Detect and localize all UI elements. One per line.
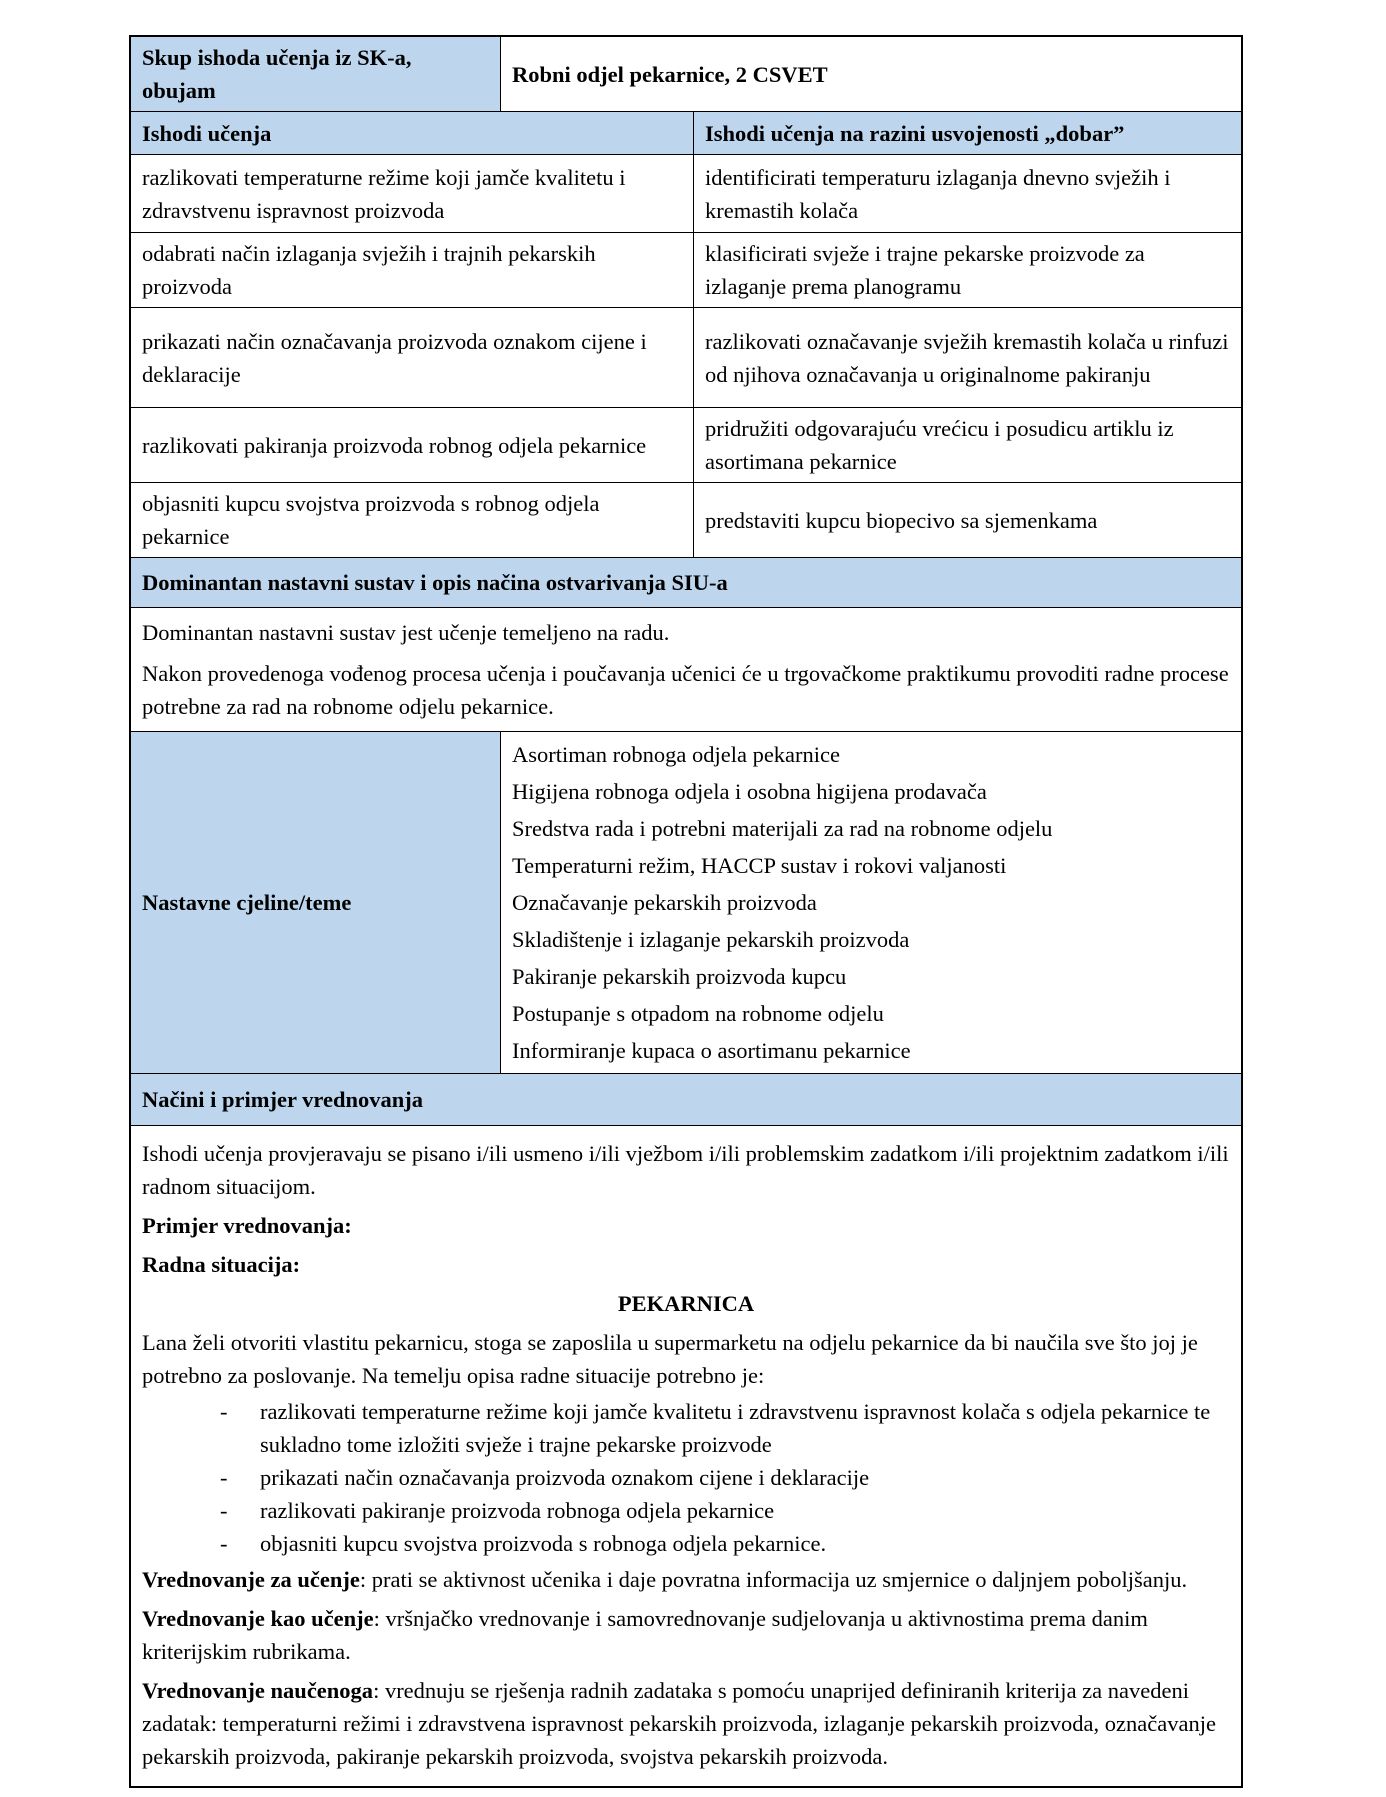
unit-item: Postupanje s otpadom na robnome odjelu	[512, 1001, 884, 1026]
outcome-level-text: pridružiti odgovarajuću vrećicu i posudicu artiklu iz asortimana pekarnice	[705, 416, 1174, 474]
outcomes-header-row	[131, 111, 1241, 154]
evaluation-header-cell	[131, 1074, 1241, 1125]
evaluation-paragraph-text: : vrednuju se rješenja radnih zadataka s pomoću unaprijed definiranih kriterija za navedeni zadatak: temperaturni režimi i zdravstvena ispravnost pekarskih proizvoda, izlaganje pekarskih proizvoda, označavanje pekarskih proizvoda, pakiranje pekarskih proizvoda, svojstva pekarskih proizvoda.	[142, 1678, 1216, 1769]
outcomes-row	[131, 407, 1241, 482]
outcome-level-text: identificirati temperaturu izlaganja dnevno svježih i kremastih kolača	[705, 164, 1171, 223]
dash-bullet: -	[220, 1399, 228, 1424]
dash-bullet: -	[220, 1498, 228, 1523]
evaluation-paragraph-lead: Vrednovanje kao učenje	[142, 1606, 374, 1631]
outcomes-header-left-cell	[131, 112, 694, 154]
units-label-cell	[131, 732, 501, 1073]
units-row	[131, 731, 1241, 1073]
task-item	[220, 1461, 1230, 1494]
task-item	[220, 1527, 1230, 1560]
dominant-system-paragraph: Nakon provedenoga vođenog procesa učenja i poučavanja učenici će u trgovačkome praktikumu provoditi radne procese potrebne za rad na robnome odjelu pekarnice.	[142, 661, 1229, 719]
work-situation-title: PEKARNICA	[617, 1291, 755, 1316]
task-text: prikazati način označavanja proizvoda oznakom cijene i deklaracije	[260, 1465, 870, 1490]
evaluation-paragraph-lead: Vrednovanje za učenje	[142, 1567, 360, 1592]
title-label: Skup ishoda učenja iz SK-a, obujam	[142, 45, 412, 103]
dominant-system-text-row	[131, 607, 1241, 731]
outcome-text: prikazati način označavanja proizvoda oznakom cijene i deklaracije	[142, 328, 647, 387]
task-text: razlikovati temperaturne režime koji jamče kvalitetu i zdravstvenu ispravnost kolača s odjela pekarnice te sukladno tome izložiti svježe i trajne pekarske proizvode	[260, 1399, 1211, 1457]
dash-bullet: -	[220, 1531, 228, 1556]
evaluation-example-label: Primjer vrednovanja:	[142, 1213, 352, 1238]
title-value: Robni odjel pekarnice, 2 CSVET	[512, 61, 828, 87]
outcome-level-cell	[694, 155, 1241, 232]
dominant-system-text-cell	[131, 608, 1241, 731]
evaluation-header: Načini i primjer vrednovanja	[142, 1087, 424, 1112]
task-text: objasniti kupcu svojstva proizvoda s robnoga odjela pekarnice.	[260, 1531, 827, 1556]
dominant-system-header-cell	[131, 558, 1241, 607]
outcome-level-text: predstaviti kupcu biopecivo sa sjemenkama	[705, 507, 1098, 533]
outcomes-row	[131, 307, 1241, 407]
title-row	[131, 37, 1241, 111]
outcome-text: odabrati način izlaganja svježih i trajnih pekarskih proizvoda	[142, 241, 596, 299]
units-list	[501, 732, 1241, 1073]
outcome-level-cell	[694, 308, 1241, 407]
task-item	[220, 1494, 1230, 1527]
outcome-level-text: klasificirati svježe i trajne pekarske proizvode za izlaganje prema planogramu	[705, 241, 1145, 299]
task-text: razlikovati pakiranje proizvoda robnoga odjela pekarnice	[260, 1498, 775, 1523]
evaluation-header-row	[131, 1073, 1241, 1125]
outcome-text: razlikovati temperaturne režime koji jamče kvalitetu i zdravstvenu ispravnost proizvoda	[142, 164, 626, 223]
unit-item: Informiranje kupaca o asortimanu pekarnice	[512, 1038, 911, 1063]
unit-item: Higijena robnoga odjela i osobna higijena prodavača	[512, 779, 987, 804]
outcome-cell	[131, 233, 694, 307]
outcome-text: objasniti kupcu svojstva proizvoda s robnog odjela pekarnice	[142, 491, 600, 549]
evaluation-paragraph	[142, 1602, 1230, 1668]
outcomes-header-right: Ishodi učenja na razini usvojenosti „dobar”	[705, 120, 1125, 146]
evaluation-paragraph	[142, 1563, 1230, 1596]
work-situation-intro: Lana želi otvoriti vlastitu pekarnicu, stoga se zaposlila u supermarketu na odjelu pekarnice da bi naučila sve što joj je potrebno za poslovanje. Na temelju opisa radne situacije potrebno je:	[142, 1330, 1198, 1388]
units-label: Nastavne cjeline/teme	[142, 890, 352, 915]
outcome-text: razlikovati pakiranja proizvoda robnog odjela pekarnice	[142, 432, 647, 458]
outcome-cell	[131, 308, 694, 407]
title-label-cell	[131, 37, 501, 111]
unit-item: Temperaturni režim, HACCP sustav i rokovi valjanosti	[512, 853, 1007, 878]
outcome-level-cell	[694, 233, 1241, 307]
dash-bullet: -	[220, 1465, 228, 1490]
outcome-level-cell	[694, 483, 1241, 557]
curriculum-table	[129, 35, 1243, 1788]
evaluation-body-cell	[131, 1126, 1241, 1786]
evaluation-paragraph-text: : vršnjačko vrednovanje i samovrednovanje sudjelovanja u aktivnostima prema danim kriterijskim rubrikama.	[142, 1606, 1148, 1664]
unit-item: Skladištenje i izlaganje pekarskih proizvoda	[512, 927, 910, 952]
outcome-level-text: razlikovati označavanje svježih kremastih kolača u rinfuzi od njihova označavanja u originalnome pakiranju	[705, 328, 1229, 387]
outcome-level-cell	[694, 408, 1241, 482]
evaluation-paragraph-lead: Vrednovanje naučenoga	[142, 1678, 374, 1703]
outcome-cell	[131, 408, 694, 482]
evaluation-intro: Ishodi učenja provjeravaju se pisano i/ili usmeno i/ili vježbom i/ili problemskim zadatkom i/ili projektnim zadatkom i/ili radnom situacijom.	[142, 1141, 1229, 1199]
unit-item: Sredstva rada i potrebni materijali za rad na robnome odjelu	[512, 816, 1053, 841]
unit-item: Asortiman robnoga odjela pekarnice	[512, 742, 841, 767]
outcome-cell	[131, 155, 694, 232]
evaluation-paragraph	[142, 1674, 1230, 1773]
outcomes-row	[131, 482, 1241, 557]
dominant-system-header: Dominantan nastavni sustav i opis načina ostvarivanja SIU-a	[142, 570, 728, 595]
outcomes-row	[131, 154, 1241, 232]
outcomes-header-right-cell	[694, 112, 1241, 154]
evaluation-paragraph-text: : prati se aktivnost učenika i daje povratna informacija uz smjernice o daljnjem poboljšanju.	[359, 1567, 1188, 1592]
outcomes-header-left: Ishodi učenja	[142, 120, 272, 146]
unit-item: Pakiranje pekarskih proizvoda kupcu	[512, 964, 847, 989]
task-item	[220, 1395, 1230, 1461]
outcome-cell	[131, 483, 694, 557]
unit-item: Označavanje pekarskih proizvoda	[512, 890, 817, 915]
evaluation-body-row	[131, 1125, 1241, 1786]
outcomes-row	[131, 232, 1241, 307]
work-situation-label: Radna situacija:	[142, 1252, 301, 1277]
title-value-cell	[501, 37, 1241, 111]
dominant-system-paragraph: Dominantan nastavni sustav jest učenje temeljeno na radu.	[142, 620, 670, 645]
dominant-system-header-row	[131, 557, 1241, 607]
